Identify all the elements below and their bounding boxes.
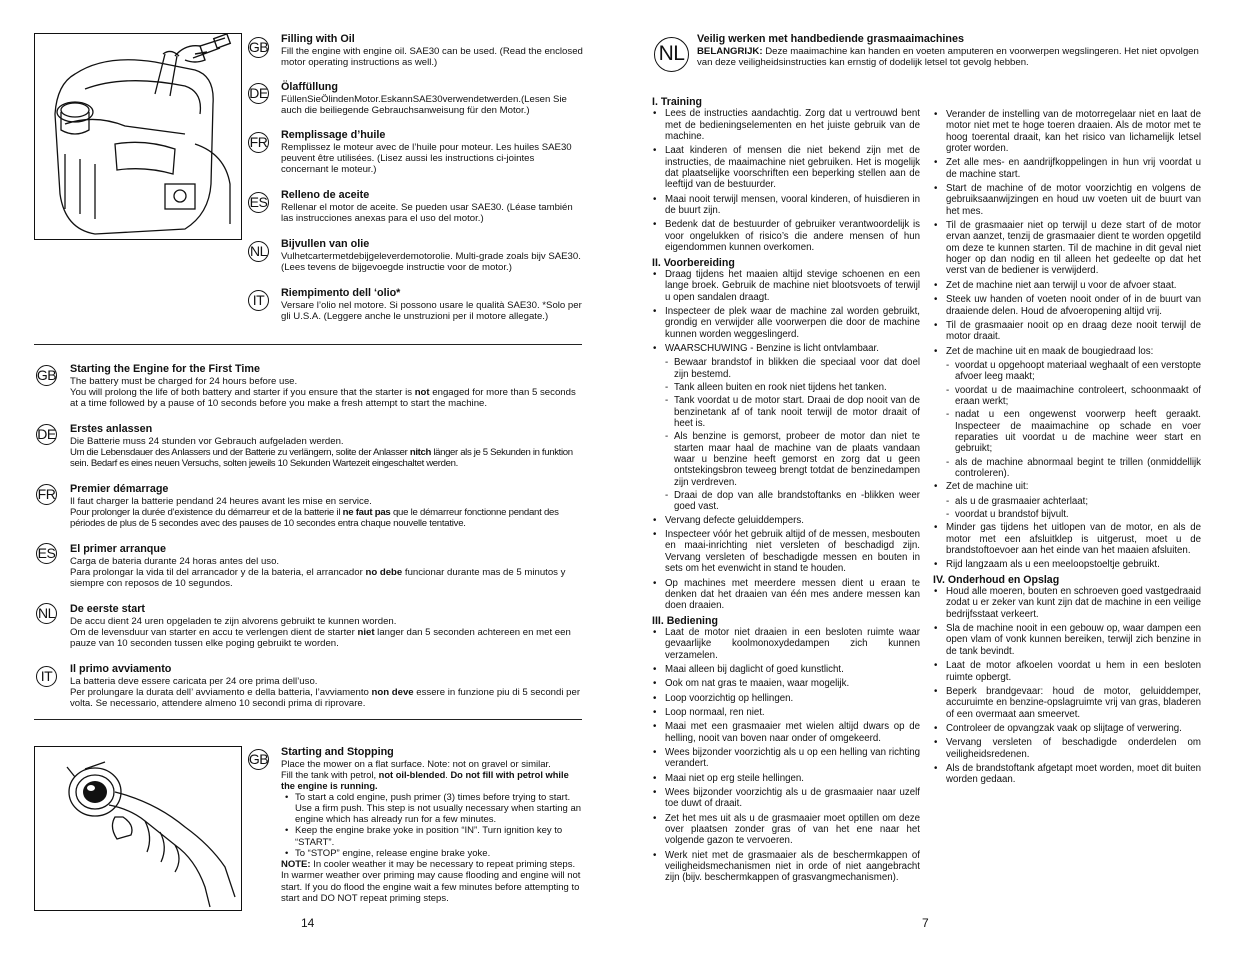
list-item: • Draag tijdens het maaien altijd stevige schoenen en een lange broek. Gebruik de machine niet blootsvoets of terwijl u open sandalen draagt. xyxy=(652,269,920,303)
list-subitem: - als de machine abnormaal begint te trillen (onmiddellijk controleren). xyxy=(933,457,1201,480)
stop-p1: Place the mower on a flat surface. Note: not on gravel or similar. xyxy=(281,758,551,770)
operation-list xyxy=(652,627,920,884)
list-item: • Maai alleen bij daglicht of goed kunstlicht. xyxy=(652,664,920,675)
stop-p2: Fill the tank with petrol, not oil-blended. Do not fill with petrol while the engine is running. xyxy=(281,769,569,791)
lang-badge-de-oil: DE xyxy=(248,83,269,104)
start-line1-de: Die Batterie muss 24 stunden vor Gebrauch aufgeladen werden. xyxy=(70,435,344,447)
divider-2 xyxy=(34,719,582,720)
list-subitem: - voordat u brandstof bijvult. xyxy=(933,509,1201,520)
start-title-nl: De eerste start xyxy=(70,603,146,615)
oil-title-gb: Filling with Oil xyxy=(281,33,355,45)
section-operation-title: III. Bediening xyxy=(652,614,718,627)
list-item: • Start de machine of de motor voorzichtig en volgens de gebruiksaanwijzingen en houd uw voeten uit de buurt van het mes. xyxy=(933,183,1201,217)
list-item: • Wees bijzonder voorzichtig als u de grasmaaier naar uzelf toe duwt of draait. xyxy=(652,787,920,810)
start-line1-nl: De accu dient 24 uren opgeladen te zijn alvorens gebruikt te kunnen worden. xyxy=(70,615,397,627)
list-item: • Maai nooit terwijl mensen, vooral kinderen, of huisdieren in de buurt zijn. xyxy=(652,194,920,217)
stop-note: NOTE: In cooler weather it may be necessary to repeat priming steps. In warmer weather over priming may cause flooding and engine will not start. If you do flood the engine wait a few minutes before attempting to start and DO NOT repeat priming steps. xyxy=(281,859,581,904)
list-item: • Zet alle mes- en aandrijfkoppelingen in hun vrij voordat u de machine start. xyxy=(933,157,1201,180)
list-subitem: - Tank voordat u de motor start. Draai de dop nooit van de benzinetank af of tank nooit terwijl de motor draait of heet is. xyxy=(652,395,920,429)
list-item: • Houd alle moeren, bouten en schroeven goed vastgedraaid zodat u er zeker van kunt zijn dat de machine in een veilige bedrijfsstaat verkeert. xyxy=(933,586,1201,620)
list-item: • Vervang versleten of beschadigde onderdelen om veiligheidsredenen. xyxy=(933,737,1201,760)
oil-text-it: Versare l’olio nel motore. Si possono usare le qualità SAE30. *Solo per gli U.S.A. (Leggere anche le unstruzioni per il motore allegate.) xyxy=(281,299,582,323)
list-item: • Maai niet op erg steile hellingen. xyxy=(652,773,920,784)
lang-badge-it-start: IT xyxy=(36,666,57,687)
list-item: • Inspecteer vóór het gebruik altijd of de messen, mesbouten en maai-inrichting niet versleten of beschadigd zijn. Vervang versleten of beschadigde messen en bouten in sets om het evenwicht in stand te houden. xyxy=(652,529,920,574)
list-item: • Zet de machine niet aan terwijl u voor de afvoer staat. xyxy=(933,280,1201,291)
start-title-es: El primer arranque xyxy=(70,543,167,555)
safety-heading-block xyxy=(697,33,1202,68)
list-item: • Verander de instelling van de motorregelaar niet en laat de motor niet met te hoge toeren draaien. Als de motor met te hoog toerental draait, kan het risico van lichamelijk letsel groter worden. xyxy=(933,109,1201,154)
list-subitem: - Als benzine is gemorst, probeer de motor dan niet te starten maar haal de machine van de plaats vandaan waar u benzine heeft gemorst en zorg dat u geen ontstekingsbron teweeg brengt totdat de benzinedampen zijn verdreven. xyxy=(652,431,920,488)
primer-button-icon xyxy=(35,747,241,910)
oil-block-nl xyxy=(281,238,583,273)
lang-badge-gb-start: GB xyxy=(36,365,57,386)
lang-badge-nl-main: NL xyxy=(654,37,689,72)
start-block-de xyxy=(70,423,583,470)
list-subitem: - als u de grasmaaier achterlaat; xyxy=(933,496,1201,507)
list-subitem: - nadat u een ongewenst voorwerp heeft geraakt. Inspecteer de maaimachine op schade en voer reparaties uit voordat u de machine weer start en gebruikt; xyxy=(933,409,1201,454)
lang-badge-gb-stop: GB xyxy=(248,749,269,770)
list-item: • Lees de instructies aandachtig. Zorg dat u vertrouwd bent met de bedieningselementen en het juiste gebruik van de machine. xyxy=(652,108,920,142)
lang-badge-es-start: ES xyxy=(36,543,57,564)
start-line2-nl: Om de levensduur van starter en accu te verlengen dient de starter niet langer dan 5 seconden achtereen en met een pauze van 10 seconden tussen elke poging gebruikt te worden. xyxy=(70,627,571,650)
oil-title-es: Relleno de aceite xyxy=(281,189,370,201)
safety-column-1 xyxy=(652,92,920,887)
list-item: • Bedenk dat de bestuurder of gebruiker verantwoordelijk is voor ongelukken of risico’s die andere mensen of hun eigendommen kunnen overkomen. xyxy=(652,219,920,253)
lang-badge-fr-start: FR xyxy=(36,484,57,505)
list-subitem: - Draai de dop van alle brandstoftanks en -blikken weer goed vast. xyxy=(652,490,920,513)
start-line2-de: Um die Lebensdauer des Anlassers und der Batterie zu verlängern, solite der Anlasser nitch länger als je 5 Sekunden in funktion sein. Bedarf es eines neuen Versuchs, solten jeweils 10 Sekunden Wartezeit eingeschaltet werden. xyxy=(70,447,573,470)
lang-badge-gb-oil: GB xyxy=(248,37,269,58)
safety-intro: BELANGRIJK: Deze maaimachine kan handen en voeten amputeren en voorwerpen wegslingeren. Het niet opvolgen van deze veiligheidsinstructies kan ernstig of dodelijk letsel tot gevolg hebben. xyxy=(697,45,1199,69)
start-block-es xyxy=(70,543,583,590)
stop-block-gb xyxy=(281,746,583,904)
start-title-gb: Starting the Engine for the First Time xyxy=(70,363,260,375)
list-subitem: - voordat u de maaimachine controleert, schoonmaakt of eraan werkt; xyxy=(933,385,1201,408)
section-training-title: I. Training xyxy=(652,96,703,108)
start-block-gb xyxy=(70,363,583,410)
list-item: • Werk niet met de grasmaaier als de beschermkappen of veiligheidsmechanismen niet in orde of niet aangebracht zijn (bijv. beschermkappen of grasvangmechanismen). xyxy=(652,850,920,884)
lang-badge-nl-start: NL xyxy=(36,603,57,624)
oil-block-es xyxy=(281,189,583,224)
oil-title-fr: Remplissage d’huile xyxy=(281,129,386,141)
maintenance-list xyxy=(933,586,1201,786)
start-line1-es: Carga de bateria durante 24 horas antes del uso. xyxy=(70,555,280,567)
list-item: • Steek uw handen of voeten nooit onder of in de buurt van draaiende delen. Houd de afvoeropening altijd vrij. xyxy=(933,294,1201,317)
list-item: • Til de grasmaaier niet op terwijl u deze start of de motor ervan aanzet, tenzij de grasmaaier dient te worden opgetild om deze te kunnen starten. Til de machine in dit geval niet hoger op dan nodig en til alleen het gedeelte op dat het verst van de bediener is verwijderd. xyxy=(933,220,1201,277)
oil-title-nl: Bijvullen van olie xyxy=(281,238,370,250)
start-title-it: Il primo avviamento xyxy=(70,663,172,675)
start-line2-fr: Pour prolonger la durée d’existence du démarreur et de la batterie il ne faut pas que le démarreur fonctionne pendant des périodes de plus de 5 secondes avec des pauses de 10 secondes entra chaque nouvelle tentative. xyxy=(70,507,559,530)
lang-badge-de-start: DE xyxy=(36,424,57,445)
start-block-fr xyxy=(70,483,583,530)
list-item: • Laat kinderen of mensen die niet bekend zijn met de instructies, de maaimachine niet gebruiken. Het is mogelijk dat plaatselijke voorschriften een beperking stellen aan de leeftijd van de bestuurder. xyxy=(652,145,920,190)
list-item: • Zet de machine uit en maak de bougiedraad los: xyxy=(933,346,1201,357)
start-block-it xyxy=(70,663,583,710)
oil-text-gb: Fill the engine with engine oil. SAE30 can be used. (Read the enclosed motor operating instructions as well.) xyxy=(281,45,583,69)
list-item: • Op machines met meerdere messen dient u eraan te denken dat het draaien van één mes andere messen kan doen draaien. xyxy=(652,578,920,612)
oil-block-gb xyxy=(281,33,583,68)
oil-text-fr: Remplissez le moteur avec de l’huile pour moteur. Les huiles SAE30 peuvent être utilisées. (Lisez aussi les instructions ci-jointes concernant le moteur.) xyxy=(281,141,572,176)
list-item: • Til de grasmaaier nooit op en draag deze nooit terwijl de motor draait. xyxy=(933,320,1201,343)
list-item: • Laat de motor niet draaien in een besloten ruimte waar gevaarlijke koolmonoxydedampen zich kunnen verzamelen. xyxy=(652,627,920,661)
list-subitem: - Bewaar brandstof in blikken die speciaal voor dat doel zijn bestemd. xyxy=(652,357,920,380)
list-item: • Ook om nat gras te maaien, waar mogelijk. xyxy=(652,678,920,689)
oil-text-es: Rellenar el motor de aceite. Se pueden usar SAE30. (Léase también las instrucciones anexas para el uso del motor.) xyxy=(281,201,573,225)
safety-column-2 xyxy=(933,109,1201,789)
list-item: • Loop normaal, ren niet. xyxy=(652,707,920,718)
list-item: • Sla de machine nooit in een gebouw op, waar dampen een open vlam of vonk kunnen bereiken, terwijl zich benzine in de tank bevindt. xyxy=(933,623,1201,657)
lang-badge-it-oil: IT xyxy=(248,290,269,311)
list-item: • Loop voorzichtig op hellingen. xyxy=(652,693,920,704)
preparation-list xyxy=(652,269,920,612)
list-item: • Wees bijzonder voorzichtig als u op een helling van richting verandert. xyxy=(652,747,920,770)
oil-block-de xyxy=(281,81,583,116)
oil-title-it: Riempimento dell ‘olio* xyxy=(281,287,401,299)
list-item: • Laat de motor afkoelen voordat u hem in een besloten ruimte opbergt. xyxy=(933,660,1201,683)
engine-illustration-box xyxy=(34,33,242,240)
engine-oil-fill-icon xyxy=(35,34,241,239)
start-line2-es: Para prolongar la vida til del arrancador y de la bateria, el arrancador no debe funcionar durante mas de 5 minutos y siempre con reposos de 10 segundos. xyxy=(70,567,566,590)
oil-text-nl: Vulhetcartermetdebijgeleverdemotorolie. Multi-grade zoals bijv SAE30. (Lees tevens de bijgevoegde instructie voor de motor.) xyxy=(281,250,581,274)
start-line1-it: La batteria deve essere caricata per 24 ore prima dell’uso. xyxy=(70,675,318,687)
stop-bullet: • To “STOP” engine, release engine brake yoke. xyxy=(281,848,583,859)
oil-text-de: FüllenSieÖlindenMotor.EskannSAE30verwendetwerden.(Lesen Sie auch die beiliegende Gebrauchsanweisung für den Motor.) xyxy=(281,93,567,117)
list-item: • Minder gas tijdens het uitlopen van de motor, en als de motor met een afsluitklep is uitgerust, moet u de brandstoftoevoer aan het einde van het maaien afsluiten. xyxy=(933,522,1201,556)
page-number-right: 7 xyxy=(922,916,929,930)
start-block-nl xyxy=(70,603,583,650)
stop-bullets xyxy=(281,792,583,859)
lang-badge-nl-oil: NL xyxy=(248,241,269,262)
settings-list xyxy=(933,109,1201,571)
list-item: • Beperk brandgevaar: houd de motor, geluiddemper, accuruimte en benzine-opslagruimte vrij van gras, bladeren of een overmaat aan smeervet. xyxy=(933,686,1201,720)
start-line2-it: Per prolungare la durata dell’ avviamento e della batteria, l’avviamento non deve essere in funzione piu di 5 secondi per volta. Se necessario, attendere almeno 10 secondi prima di riprovare. xyxy=(70,687,581,710)
oil-block-it xyxy=(281,287,583,322)
list-item: • Vervang defecte geluiddempers. xyxy=(652,515,920,526)
divider-1 xyxy=(34,344,582,345)
oil-title-de: Ölaffüllung xyxy=(281,81,338,93)
start-title-de: Erstes anlassen xyxy=(70,423,153,435)
section-preparation-title: II. Voorbereiding xyxy=(652,256,735,269)
stop-bullet: • To start a cold engine, push primer (3) times before trying to start. Use a firm push. This step is not usually necessary when starting an engine which has already run for a few minutes. xyxy=(281,792,583,826)
start-line1-gb: The battery must be charged for 24 hours before use. xyxy=(70,375,298,387)
stop-bullet: • Keep the engine brake yoke in position “IN”. Turn ignition key to “START”. xyxy=(281,825,583,847)
list-subitem: - Tank alleen buiten en rook niet tijdens het tanken. xyxy=(652,382,920,393)
page-number-left: 14 xyxy=(301,916,315,930)
start-title-fr: Premier démarrage xyxy=(70,483,169,495)
list-subitem: - voordat u opgehoopt materiaal weghaalt of een verstopte afvoer leeg maakt; xyxy=(933,360,1201,383)
primer-illustration-box xyxy=(34,746,242,911)
list-item: • Inspecteer de plek waar de machine zal worden gebruikt, grondig en verwijder alle voorwerpen die door de machine kunnen worden weggeslingerd. xyxy=(652,306,920,340)
lang-badge-fr-oil: FR xyxy=(248,132,269,153)
list-item: • Als de brandstoftank afgetapt moet worden, moet dit buiten worden gedaan. xyxy=(933,763,1201,786)
list-item: • Maai met een grasmaaier met wielen altijd dwars op de helling, nooit van boven naar onder of omgekeerd. xyxy=(652,721,920,744)
oil-block-fr xyxy=(281,129,583,176)
lang-badge-es-oil: ES xyxy=(248,192,269,213)
list-item: • Rijd langzaam als u een meeloopstoeltje gebruikt. xyxy=(933,559,1201,570)
stop-title: Starting and Stopping xyxy=(281,746,394,758)
start-line2-gb: You will prolong the life of both battery and starter if you ensure that the starter is not engaged for more than 5 seconds at a time followed by a pause of 10 seconds before you make a fresh attempt to start the machine. xyxy=(70,387,576,410)
list-item: • Controleer de opvangzak vaak op slijtage of verwering. xyxy=(933,723,1201,734)
list-item: • Zet het mes uit als u de grasmaaier moet optillen om deze over plaatsen zonder gras of van het ene naar het volgende gazon te vervoeren. xyxy=(652,813,920,847)
list-item: • Zet de machine uit: xyxy=(933,481,1201,492)
list-item: • WAARSCHUWING - Benzine is licht ontvlambaar. xyxy=(652,343,920,354)
section-maintenance-title: IV. Onderhoud en Opslag xyxy=(933,573,1060,586)
training-list xyxy=(652,108,920,253)
start-line1-fr: Il faut charger la batterie pendand 24 heures avant les mise en service. xyxy=(70,495,372,507)
safety-title: Veilig werken met handbediende grasmaaimachines xyxy=(697,33,965,45)
